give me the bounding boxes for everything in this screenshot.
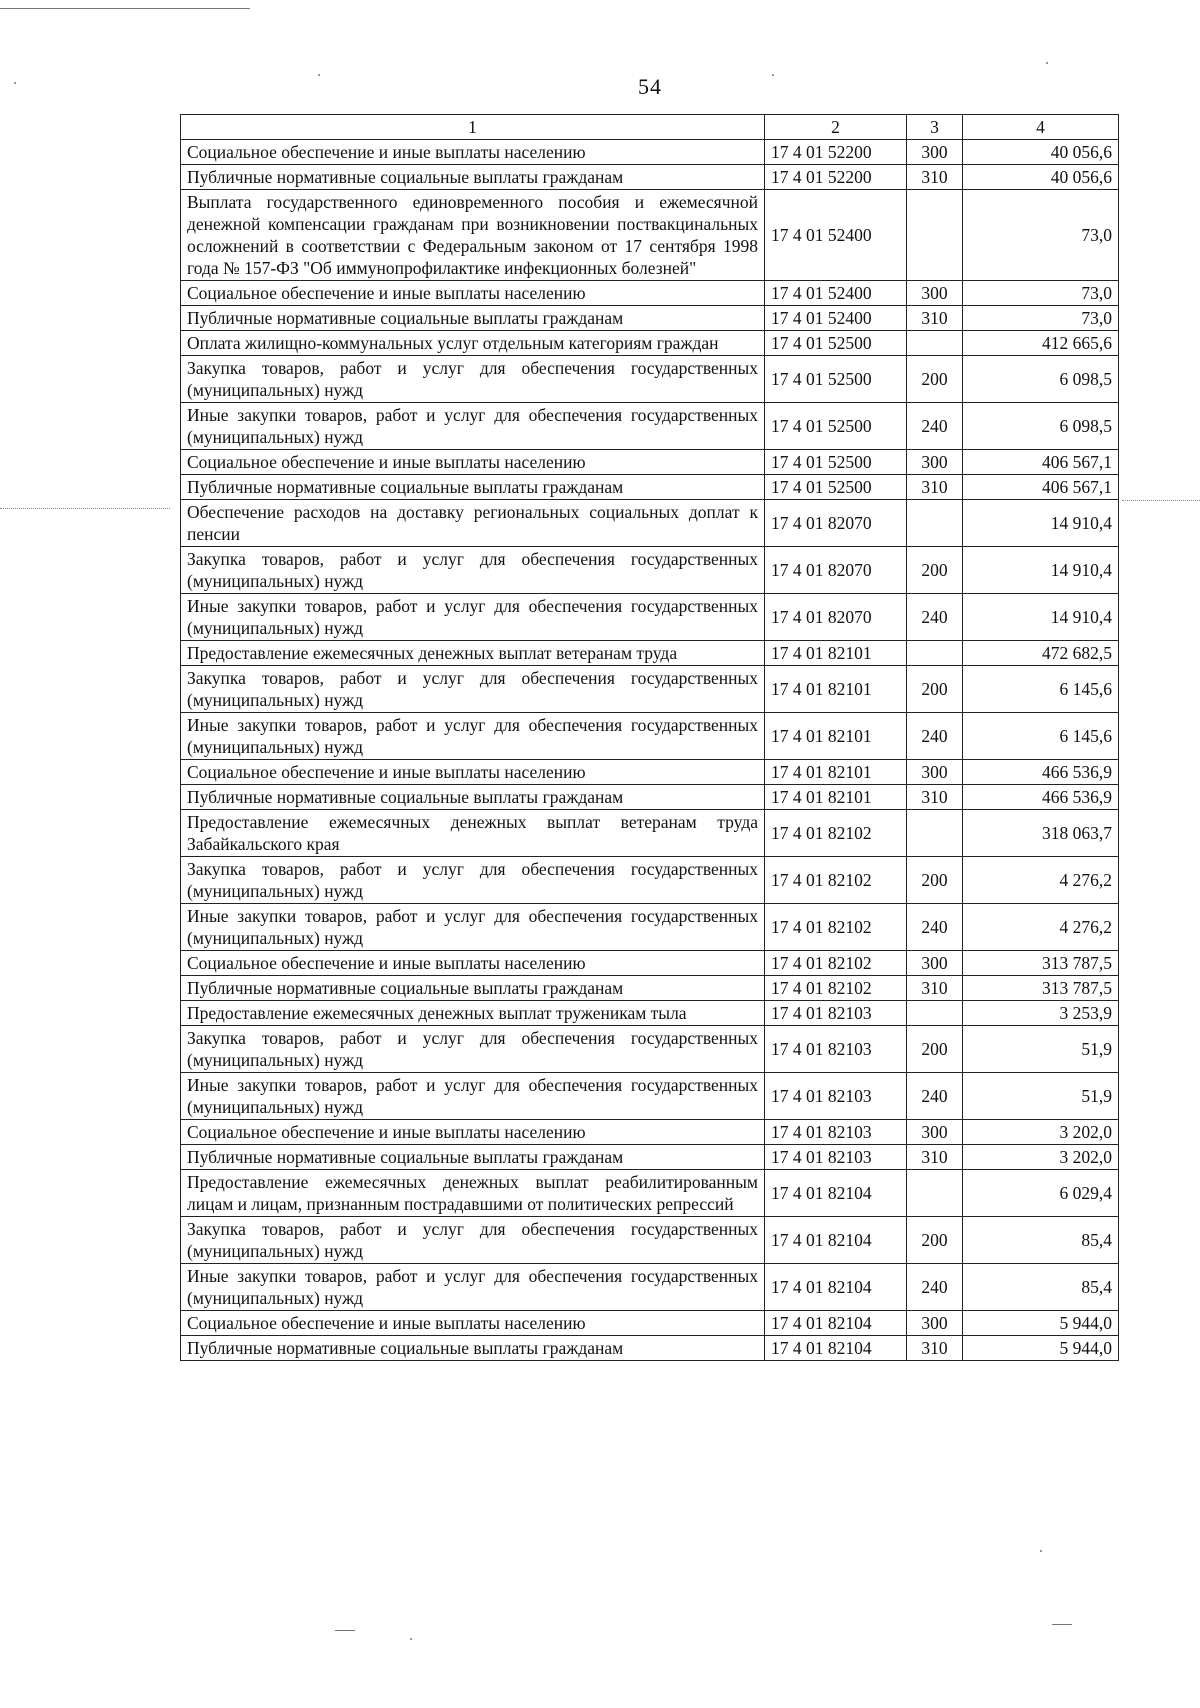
row-code-cell: 17 4 01 82102	[765, 976, 907, 1001]
row-type-cell: 200	[907, 547, 963, 594]
row-type-cell: 200	[907, 356, 963, 403]
row-type-cell: 240	[907, 594, 963, 641]
row-sum-cell: 412 665,6	[963, 331, 1119, 356]
row-type-cell	[907, 1001, 963, 1026]
row-code-cell: 17 4 01 82102	[765, 951, 907, 976]
header-col-4: 4	[963, 115, 1119, 140]
right-margin-mark	[1122, 500, 1200, 501]
row-sum-cell: 14 910,4	[963, 547, 1119, 594]
scan-speck	[1040, 1550, 1042, 1552]
row-type-cell: 240	[907, 1264, 963, 1311]
header-col-1: 1	[181, 115, 765, 140]
row-sum-cell: 51,9	[963, 1073, 1119, 1120]
table-row	[181, 165, 1119, 190]
row-name-cell: Иные закупки товаров, работ и услуг для обеспечения государственных (муниципальных) нужд	[181, 904, 765, 951]
row-name-cell: Обеспечение расходов на доставку региональных социальных доплат к пенсии	[181, 500, 765, 547]
row-sum-cell: 472 682,5	[963, 641, 1119, 666]
row-name-cell: Закупка товаров, работ и услуг для обеспечения государственных (муниципальных) нужд	[181, 356, 765, 403]
row-name-cell: Социальное обеспечение и иные выплаты населению	[181, 140, 765, 165]
row-code-cell: 17 4 01 82104	[765, 1170, 907, 1217]
row-code-cell: 17 4 01 82102	[765, 810, 907, 857]
header-col-2: 2	[765, 115, 907, 140]
table-row	[181, 403, 1119, 450]
row-name-cell: Публичные нормативные социальные выплаты гражданам	[181, 475, 765, 500]
table-row	[181, 760, 1119, 785]
table-row	[181, 1120, 1119, 1145]
row-sum-cell: 6 098,5	[963, 356, 1119, 403]
row-type-cell: 300	[907, 281, 963, 306]
row-code-cell: 17 4 01 82103	[765, 1145, 907, 1170]
row-code-cell: 17 4 01 52200	[765, 165, 907, 190]
row-type-cell: 200	[907, 1026, 963, 1073]
row-type-cell: 240	[907, 403, 963, 450]
page-number: 54	[638, 74, 662, 99]
row-code-cell: 17 4 01 82103	[765, 1120, 907, 1145]
left-margin-mark	[0, 508, 170, 509]
table-row	[181, 594, 1119, 641]
row-type-cell: 300	[907, 951, 963, 976]
row-code-cell: 17 4 01 52200	[765, 140, 907, 165]
row-code-cell: 17 4 01 82101	[765, 666, 907, 713]
row-sum-cell: 40 056,6	[963, 165, 1119, 190]
row-code-cell: 17 4 01 82101	[765, 641, 907, 666]
row-sum-cell: 73,0	[963, 306, 1119, 331]
row-name-cell: Иные закупки товаров, работ и услуг для обеспечения государственных (муниципальных) нужд	[181, 713, 765, 760]
row-sum-cell: 85,4	[963, 1217, 1119, 1264]
table-row	[181, 1145, 1119, 1170]
row-name-cell: Закупка товаров, работ и услуг для обеспечения государственных (муниципальных) нужд	[181, 1217, 765, 1264]
row-sum-cell: 406 567,1	[963, 475, 1119, 500]
row-sum-cell: 6 098,5	[963, 403, 1119, 450]
table-row	[181, 1311, 1119, 1336]
row-sum-cell: 466 536,9	[963, 760, 1119, 785]
table-row	[181, 641, 1119, 666]
row-code-cell: 17 4 01 82104	[765, 1311, 907, 1336]
row-code-cell: 17 4 01 82103	[765, 1026, 907, 1073]
row-name-cell: Социальное обеспечение и иные выплаты населению	[181, 951, 765, 976]
row-name-cell: Иные закупки товаров, работ и услуг для обеспечения государственных (муниципальных) нужд	[181, 1264, 765, 1311]
row-type-cell: 300	[907, 450, 963, 475]
row-sum-cell: 73,0	[963, 281, 1119, 306]
row-code-cell: 17 4 01 52400	[765, 281, 907, 306]
table-row	[181, 976, 1119, 1001]
scan-speck	[410, 1638, 412, 1640]
table-header-row	[181, 115, 1119, 140]
table-row	[181, 1264, 1119, 1311]
row-code-cell: 17 4 01 52500	[765, 403, 907, 450]
header-col-3: 3	[907, 115, 963, 140]
row-type-cell: 240	[907, 904, 963, 951]
row-sum-cell: 466 536,9	[963, 785, 1119, 810]
row-type-cell: 300	[907, 1120, 963, 1145]
row-name-cell: Иные закупки товаров, работ и услуг для обеспечения государственных (муниципальных) нужд	[181, 594, 765, 641]
row-name-cell: Закупка товаров, работ и услуг для обеспечения государственных (муниципальных) нужд	[181, 857, 765, 904]
row-name-cell: Публичные нормативные социальные выплаты гражданам	[181, 1145, 765, 1170]
table-row	[181, 1026, 1119, 1073]
table-row	[181, 904, 1119, 951]
row-sum-cell: 73,0	[963, 190, 1119, 281]
row-type-cell	[907, 1170, 963, 1217]
row-code-cell: 17 4 01 82070	[765, 547, 907, 594]
row-sum-cell: 51,9	[963, 1026, 1119, 1073]
row-sum-cell: 4 276,2	[963, 857, 1119, 904]
row-sum-cell: 4 276,2	[963, 904, 1119, 951]
table-row	[181, 1073, 1119, 1120]
row-code-cell: 17 4 01 82070	[765, 500, 907, 547]
row-type-cell	[907, 641, 963, 666]
row-sum-cell: 6 029,4	[963, 1170, 1119, 1217]
row-name-cell: Закупка товаров, работ и услуг для обеспечения государственных (муниципальных) нужд	[181, 1026, 765, 1073]
row-sum-cell: 40 056,6	[963, 140, 1119, 165]
row-sum-cell: 85,4	[963, 1264, 1119, 1311]
row-code-cell: 17 4 01 52500	[765, 475, 907, 500]
row-sum-cell: 6 145,6	[963, 713, 1119, 760]
table-row	[181, 810, 1119, 857]
table-row	[181, 331, 1119, 356]
table-row	[181, 1001, 1119, 1026]
row-sum-cell: 6 145,6	[963, 666, 1119, 713]
row-name-cell: Публичные нормативные социальные выплаты гражданам	[181, 1336, 765, 1361]
row-name-cell: Социальное обеспечение и иные выплаты населению	[181, 281, 765, 306]
row-name-cell: Закупка товаров, работ и услуг для обеспечения государственных (муниципальных) нужд	[181, 547, 765, 594]
row-name-cell: Социальное обеспечение и иные выплаты населению	[181, 760, 765, 785]
row-sum-cell: 313 787,5	[963, 951, 1119, 976]
row-code-cell: 17 4 01 82070	[765, 594, 907, 641]
table-row	[181, 951, 1119, 976]
row-type-cell: 310	[907, 306, 963, 331]
table-row	[181, 857, 1119, 904]
row-type-cell: 200	[907, 666, 963, 713]
table-row	[181, 450, 1119, 475]
top-edge-rule	[0, 8, 250, 9]
row-type-cell	[907, 810, 963, 857]
row-code-cell: 17 4 01 82103	[765, 1001, 907, 1026]
row-name-cell: Публичные нормативные социальные выплаты гражданам	[181, 165, 765, 190]
row-name-cell: Иные закупки товаров, работ и услуг для обеспечения государственных (муниципальных) нужд	[181, 1073, 765, 1120]
row-type-cell: 310	[907, 1145, 963, 1170]
row-sum-cell: 3 253,9	[963, 1001, 1119, 1026]
table-row	[181, 356, 1119, 403]
row-code-cell: 17 4 01 52500	[765, 356, 907, 403]
row-name-cell: Предоставление ежемесячных денежных выплат реабилитированным лицам и лицам, признанным пострадавшими от политических репрессий	[181, 1170, 765, 1217]
row-code-cell: 17 4 01 82104	[765, 1217, 907, 1264]
row-type-cell: 300	[907, 1311, 963, 1336]
row-type-cell: 200	[907, 1217, 963, 1264]
table-row	[181, 1217, 1119, 1264]
table-row	[181, 1336, 1119, 1361]
budget-table	[180, 114, 1119, 1361]
row-sum-cell: 318 063,7	[963, 810, 1119, 857]
row-sum-cell: 5 944,0	[963, 1311, 1119, 1336]
table-row	[181, 190, 1119, 281]
row-name-cell: Публичные нормативные социальные выплаты гражданам	[181, 785, 765, 810]
row-code-cell: 17 4 01 52500	[765, 450, 907, 475]
row-code-cell: 17 4 01 82102	[765, 857, 907, 904]
row-name-cell: Закупка товаров, работ и услуг для обеспечения государственных (муниципальных) нужд	[181, 666, 765, 713]
scan-dash	[1052, 1624, 1072, 1625]
row-type-cell: 310	[907, 475, 963, 500]
table-row	[181, 306, 1119, 331]
row-name-cell: Выплата государственного единовременного пособия и ежемесячной денежной компенсации гражданам при возникновении поствакцинальных осложнений в соответствии с Федеральным законом от 17 сентября 1998 года № 157-ФЗ "Об иммунопрофилактике инфекционных болезней"	[181, 190, 765, 281]
row-name-cell: Публичные нормативные социальные выплаты гражданам	[181, 976, 765, 1001]
row-code-cell: 17 4 01 52400	[765, 190, 907, 281]
row-sum-cell: 14 910,4	[963, 500, 1119, 547]
table-row	[181, 140, 1119, 165]
row-name-cell: Социальное обеспечение и иные выплаты населению	[181, 450, 765, 475]
scan-dash	[335, 1630, 355, 1631]
row-type-cell	[907, 331, 963, 356]
row-code-cell: 17 4 01 82104	[765, 1336, 907, 1361]
row-name-cell: Социальное обеспечение и иные выплаты населению	[181, 1120, 765, 1145]
table-row	[181, 475, 1119, 500]
table-row	[181, 1170, 1119, 1217]
row-code-cell: 17 4 01 82101	[765, 760, 907, 785]
table-row	[181, 500, 1119, 547]
row-sum-cell: 3 202,0	[963, 1145, 1119, 1170]
row-type-cell: 310	[907, 976, 963, 1001]
row-sum-cell: 313 787,5	[963, 976, 1119, 1001]
row-code-cell: 17 4 01 82102	[765, 904, 907, 951]
row-name-cell: Социальное обеспечение и иные выплаты населению	[181, 1311, 765, 1336]
row-code-cell: 17 4 01 82101	[765, 713, 907, 760]
row-code-cell: 17 4 01 82103	[765, 1073, 907, 1120]
table-row	[181, 785, 1119, 810]
row-name-cell: Предоставление ежемесячных денежных выплат ветеранам труда Забайкальского края	[181, 810, 765, 857]
row-sum-cell: 5 944,0	[963, 1336, 1119, 1361]
row-code-cell: 17 4 01 52400	[765, 306, 907, 331]
row-name-cell: Предоставление ежемесячных денежных выплат труженикам тыла	[181, 1001, 765, 1026]
row-code-cell: 17 4 01 82104	[765, 1264, 907, 1311]
row-sum-cell: 14 910,4	[963, 594, 1119, 641]
row-name-cell: Иные закупки товаров, работ и услуг для обеспечения государственных (муниципальных) нужд	[181, 403, 765, 450]
row-type-cell: 310	[907, 1336, 963, 1361]
table-row	[181, 713, 1119, 760]
scan-speck	[1046, 62, 1048, 64]
row-type-cell: 310	[907, 165, 963, 190]
row-name-cell: Оплата жилищно-коммунальных услуг отдельным категориям граждан	[181, 331, 765, 356]
row-type-cell: 200	[907, 857, 963, 904]
row-code-cell: 17 4 01 82101	[765, 785, 907, 810]
row-type-cell: 240	[907, 1073, 963, 1120]
table-row	[181, 666, 1119, 713]
table-row	[181, 547, 1119, 594]
row-type-cell: 300	[907, 140, 963, 165]
row-type-cell: 300	[907, 760, 963, 785]
table-row	[181, 281, 1119, 306]
row-code-cell: 17 4 01 52500	[765, 331, 907, 356]
row-sum-cell: 406 567,1	[963, 450, 1119, 475]
row-name-cell: Предоставление ежемесячных денежных выплат ветеранам труда	[181, 641, 765, 666]
row-sum-cell: 3 202,0	[963, 1120, 1119, 1145]
row-type-cell: 240	[907, 713, 963, 760]
row-type-cell	[907, 500, 963, 547]
row-type-cell: 310	[907, 785, 963, 810]
row-type-cell	[907, 190, 963, 281]
row-name-cell: Публичные нормативные социальные выплаты гражданам	[181, 306, 765, 331]
